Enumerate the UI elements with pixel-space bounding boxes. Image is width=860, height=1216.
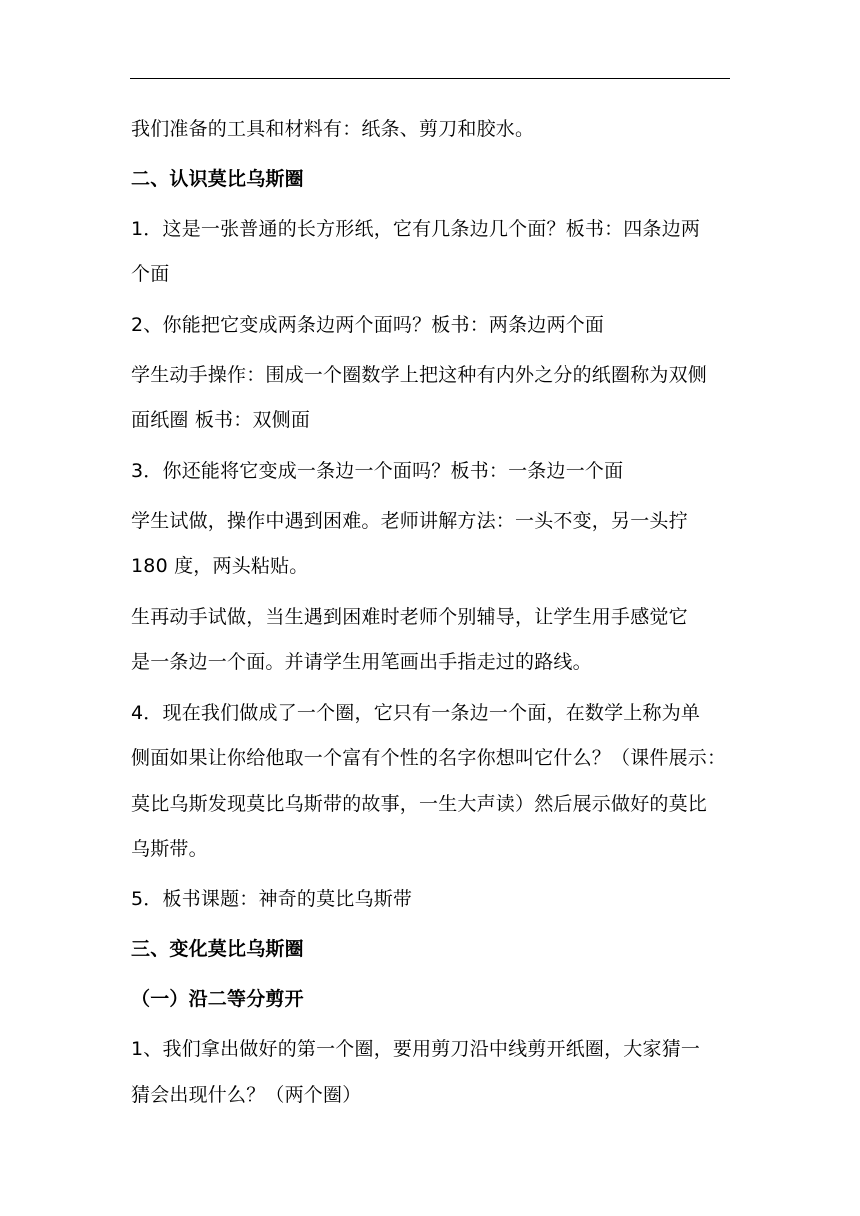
paragraph-line: 生再动手试做，当生遇到困难时老师个别辅导，让学生用手感觉它 <box>131 606 688 628</box>
header-rule <box>130 78 730 79</box>
paragraph-line: 180 度，两头粘贴。 <box>131 555 309 577</box>
paragraph-line: 猜会出现什么？（两个圈） <box>131 1084 362 1106</box>
paragraph-line: 侧面如果让你给他取一个富有个性的名字你想叫它什么？（课件展示： <box>131 747 727 769</box>
paragraph-line: 5．板书课题：神奇的莫比乌斯带 <box>131 888 413 910</box>
paragraph-line: 个面 <box>131 263 170 285</box>
paragraph-line: 是一条边一个面。并请学生用笔画出手指走过的路线。 <box>131 651 592 673</box>
paragraph-line: 2、你能把它变成两条边两个面吗？板书：两条边两个面 <box>131 314 605 336</box>
paragraph-line: 面纸圈 板书：双侧面 <box>131 409 311 431</box>
subsection-heading: （一）沿二等分剪开 <box>131 988 304 1010</box>
paragraph-line: 4．现在我们做成了一个圈，它只有一条边一个面，在数学上称为单 <box>131 702 701 724</box>
materials-line: 我们准备的工具和材料有：纸条、剪刀和胶水。 <box>131 118 535 140</box>
paragraph-line: 1、我们拿出做好的第一个圈，要用剪刀沿中线剪开纸圈，大家猜一 <box>131 1038 701 1060</box>
section-heading-2: 二、认识莫比乌斯圈 <box>131 168 304 190</box>
paragraph-line: 乌斯带。 <box>131 838 208 860</box>
paragraph-line: 莫比乌斯发现莫比乌斯带的故事，一生大声读）然后展示做好的莫比 <box>131 793 708 815</box>
paragraph-line: 3．你还能将它变成一条边一个面吗？板书：一条边一个面 <box>131 460 624 482</box>
paragraph-line: 学生动手操作：围成一个圈数学上把这种有内外之分的纸圈称为双侧 <box>131 364 708 386</box>
paragraph-line: 1．这是一张普通的长方形纸，它有几条边几个面？板书：四条边两 <box>131 218 701 240</box>
section-heading-3: 三、变化莫比乌斯圈 <box>131 938 304 960</box>
paragraph-line: 学生试做，操作中遇到困难。老师讲解方法：一头不变，另一头拧 <box>131 510 688 532</box>
